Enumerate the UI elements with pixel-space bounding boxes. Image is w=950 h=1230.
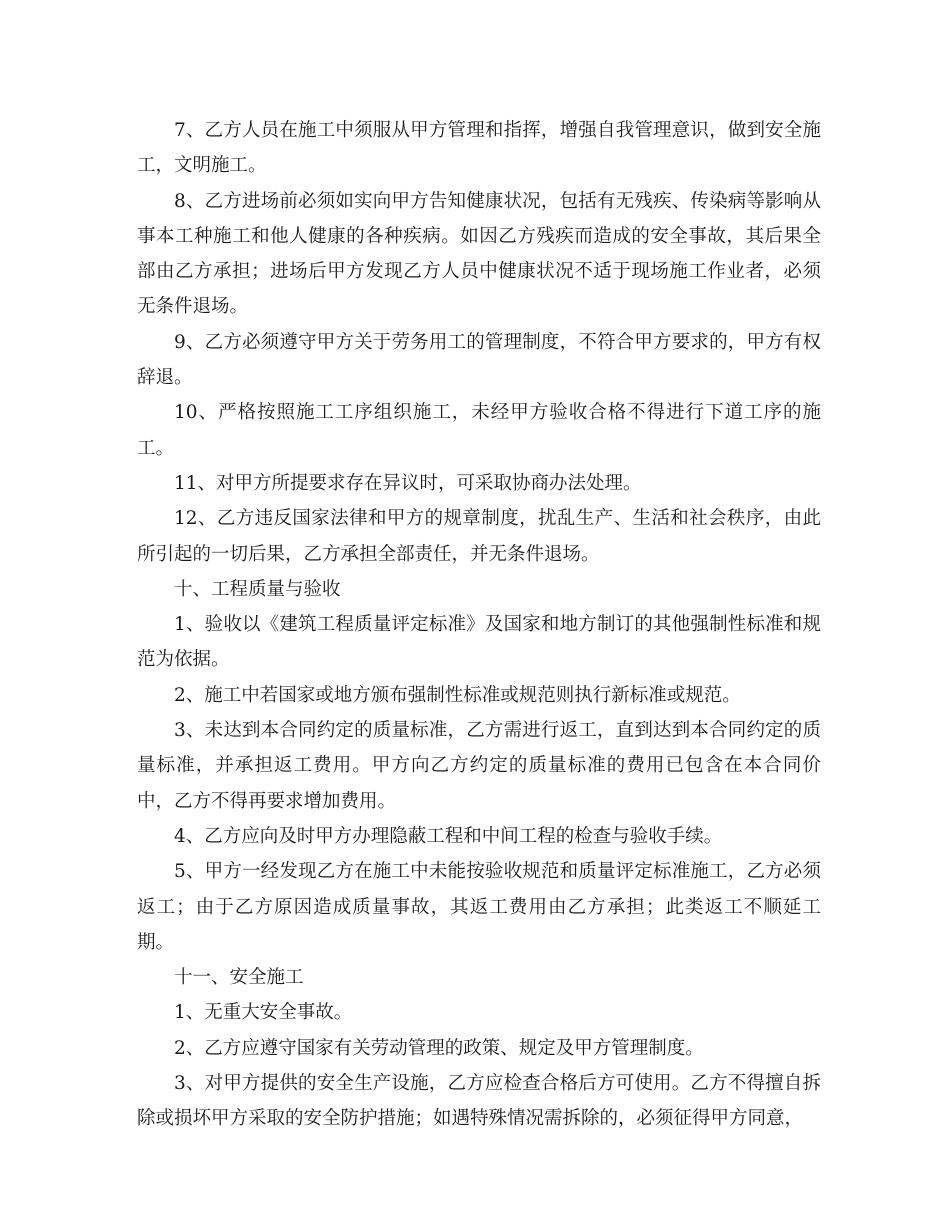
paragraph-quality-1: 1、验收以《建筑工程质量评定标准》及国家和地方制订的其他强制性标准和规范为依据。 — [137, 614, 821, 671]
document-body — [137, 113, 821, 1137]
paragraph-clause-9: 9、乙方必须遵守甲方关于劳务用工的管理制度，不符合甲方要求的，甲方有权辞退。 — [137, 331, 821, 389]
paragraph-quality-5: 5、甲方一经发现乙方在施工中未能按验收规范和质量评定标准施工，乙方必须返工；由于乙方原因造成质量事故，其返工费用由乙方承担；此类返工不顺延工期。 — [137, 861, 821, 953]
paragraph-safety-1: 1、无重大安全事故。 — [174, 1002, 353, 1024]
paragraph-safety-3: 3、对甲方提供的安全生产设施，乙方应检查合格后方可使用。乙方不得擅自拆除或损坏甲方采取的安全防护措施；如遇特殊情况需拆除的，必须征得甲方同意， — [137, 1073, 821, 1130]
paragraph-clause-11: 11、对甲方所提要求存在异议时，可采取协商办法处理。 — [174, 472, 642, 494]
paragraph-clause-8: 8、乙方进场前必须如实向甲方告知健康状况，包括有无残疾、传染病等影响从事本工种施工和他人健康的各种疾病。如因乙方残疾而造成的安全事故，其后果全部由乙方承担；进场后甲方发现乙方人员中健康状况不适于现场施工作业者，必须无条件退场。 — [137, 190, 821, 318]
paragraph-clause-7: 7、乙方人员在施工中须服从甲方管理和指挥，增强自我管理意识，做到安全施工，文明施工。 — [137, 120, 821, 177]
paragraph-quality-4: 4、乙方应向及时甲方办理隐蔽工程和中间工程的检查与验收手续。 — [174, 825, 723, 847]
paragraph-clause-10: 10、严格按照施工工序组织施工，未经甲方验收合格不得进行下道工序的施工。 — [137, 402, 821, 459]
paragraph-clause-12: 12、乙方违反国家法律和甲方的规章制度，扰乱生产、生活和社会秩序，由此所引起的一切后果，乙方承担全部责任，并无条件退场。 — [137, 508, 821, 565]
paragraph-quality-3: 3、未达到本合同约定的质量标准，乙方需进行返工，直到达到本合同约定的质量标准，并承担返工费用。甲方向乙方约定的质量标准的费用已包含在本合同价中，乙方不得再要求增加费用。 — [137, 720, 821, 812]
paragraph-quality-2: 2、施工中若国家或地方颁布强制性标准或规范则执行新标准或规范。 — [174, 684, 741, 706]
paragraph-safety-2: 2、乙方应遵守国家有关劳动管理的政策、规定及甲方管理制度。 — [174, 1037, 704, 1059]
section-heading-quality-acceptance: 十、工程质量与验收 — [174, 578, 341, 600]
section-heading-safety: 十一、安全施工 — [174, 967, 304, 989]
